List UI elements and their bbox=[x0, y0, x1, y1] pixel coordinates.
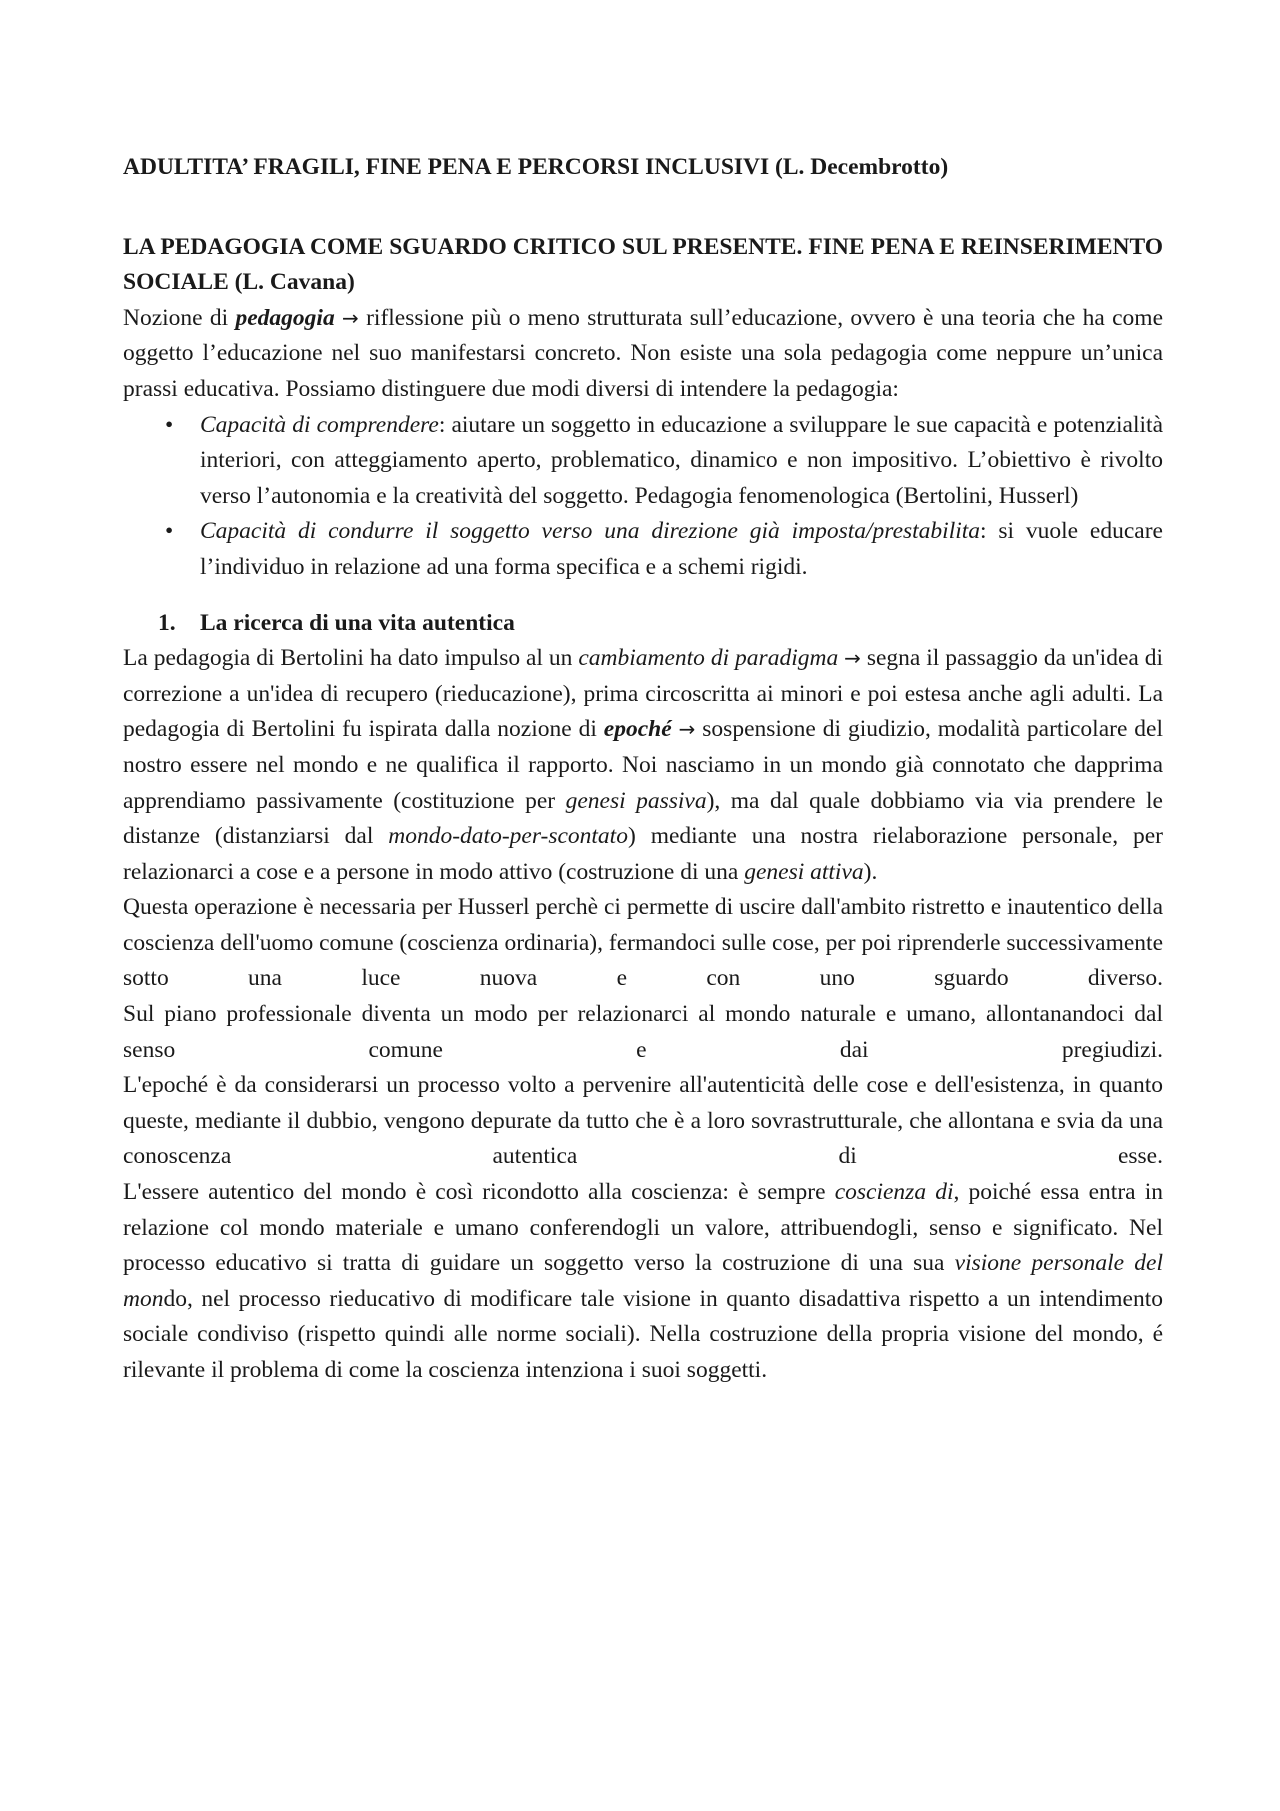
body-paragraph: Questa operazione è necessaria per Husserl perchè ci permette di uscire dall'ambito ristretto e inautentico della coscienza dell'uomo comune (coscienza ordinaria), fermandoci sulle cose, per poi riprenderle successivamente sotto una luce nuova e con uno sguardo diverso. bbox=[123, 894, 1163, 992]
document-page bbox=[123, 150, 1163, 1389]
term-pedagogia: pedagogia bbox=[235, 304, 335, 331]
arrow-icon: → bbox=[342, 305, 359, 330]
arrow-icon: → bbox=[844, 646, 861, 671]
body-paragraph: Sul piano professionale diventa un modo per relazionarci al mondo naturale e umano, allontanandoci dal senso comune e dai pregiudizi. bbox=[123, 1001, 1163, 1063]
bullet-icon: • bbox=[165, 518, 174, 545]
document-title: ADULTITA’ FRAGILI, FINE PENA E PERCORSI INCLUSIVI (L. Decembrotto) bbox=[123, 154, 949, 180]
bullet-icon: • bbox=[165, 411, 174, 438]
bullet-term: Capacità di comprendere bbox=[200, 411, 439, 438]
list-item: • Capacità di comprendere: aiutare un soggetto in educazione a sviluppare le sue capacità e potenzialità interiori, con atteggiamento aperto, problematico, dinamico e non impositivo. L’obiettivo è rivolto verso l’autonomia e la creatività del soggetto. Pedagogia fenomenologica (Bertolini, Husserl) bbox=[123, 408, 1163, 515]
body-paragraph: L'essere autentico del mondo è così ricondotto alla coscienza: è sempre coscienza di, poiché essa entra in relazione col mondo materiale e umano conferendogli un valore, attribuendogli, senso e significato. Nel processo educativo si tratta di guidare un soggetto verso la costruzione di una sua visione personale del mondo, nel processo rieducativo di modificare tale visione in quanto disadattiva rispetto a un intendimento sociale condiviso (rispetto quindi alle norme sociali). Nella costruzione della propria visione del mondo, é rilevante il problema di come la coscienza intenziona i suoi soggetti. bbox=[123, 1179, 1164, 1383]
intro-paragraph: Nozione di pedagogia → riflessione più o meno strutturata sull’educazione, ovvero è una teoria che ha come oggetto l’educazione nel suo manifestarsi concreto. Non esiste una sola pedagogia come neppure un’unica prassi educativa. Possiamo distinguere due modi diversi di intendere la pedagogia: bbox=[123, 304, 1164, 402]
bullet-list bbox=[123, 408, 1163, 586]
section-title: La ricerca di una vita autentica bbox=[200, 609, 515, 636]
body-paragraph: La pedagogia di Bertolini ha dato impulso al un cambiamento di paradigma → segna il passaggio da un'idea di correzione a un'idea di recupero (rieducazione), prima circoscritta ai minori e poi estesa anche agli adulti. La pedagogia di Bertolini fu ispirata dalla nozione di epoché → sospensione di giudizio, modalità particolare del nostro essere nel mondo e ne qualifica il rapporto. Noi nasciamo in un mondo già connotato che dapprima apprendiamo passivamente (costituzione per genesi passiva), ma dal quale dobbiamo via via prendere le distanze (distanziarsi dal mondo-dato-per-scontato) mediante una nostra rielaborazione personale, per relazionarci a cose e a persone in modo attivo (costruzione di una genesi attiva). bbox=[123, 645, 1163, 885]
body-paragraph: L'epoché è da considerarsi un processo volto a pervenire all'autenticità delle cose e dell'esistenza, in quanto queste, mediante il dubbio, vengono depurate da tutto che è a loro sovrastrutturale, che allontana e svia da una conoscenza autentica di esse. bbox=[123, 1072, 1163, 1170]
list-item: • Capacità di condurre il soggetto verso una direzione già imposta/prestabilita: si vuole educare l’individuo in relazione ad una forma specifica e a schemi rigidi. bbox=[123, 514, 1163, 585]
section-heading bbox=[123, 606, 1163, 642]
section-number: 1. bbox=[158, 609, 176, 636]
chapter-title: LA PEDAGOGIA COME SGUARDO CRITICO SUL PRESENTE. FINE PENA E REINSERIMENTO SOCIALE (L. Cavana) bbox=[123, 233, 1163, 296]
bullet-term: Capacità di condurre il soggetto verso una direzione già imposta/prestabilita bbox=[200, 518, 981, 545]
arrow-icon: → bbox=[678, 717, 696, 742]
term-epoche: epoché bbox=[603, 716, 672, 743]
